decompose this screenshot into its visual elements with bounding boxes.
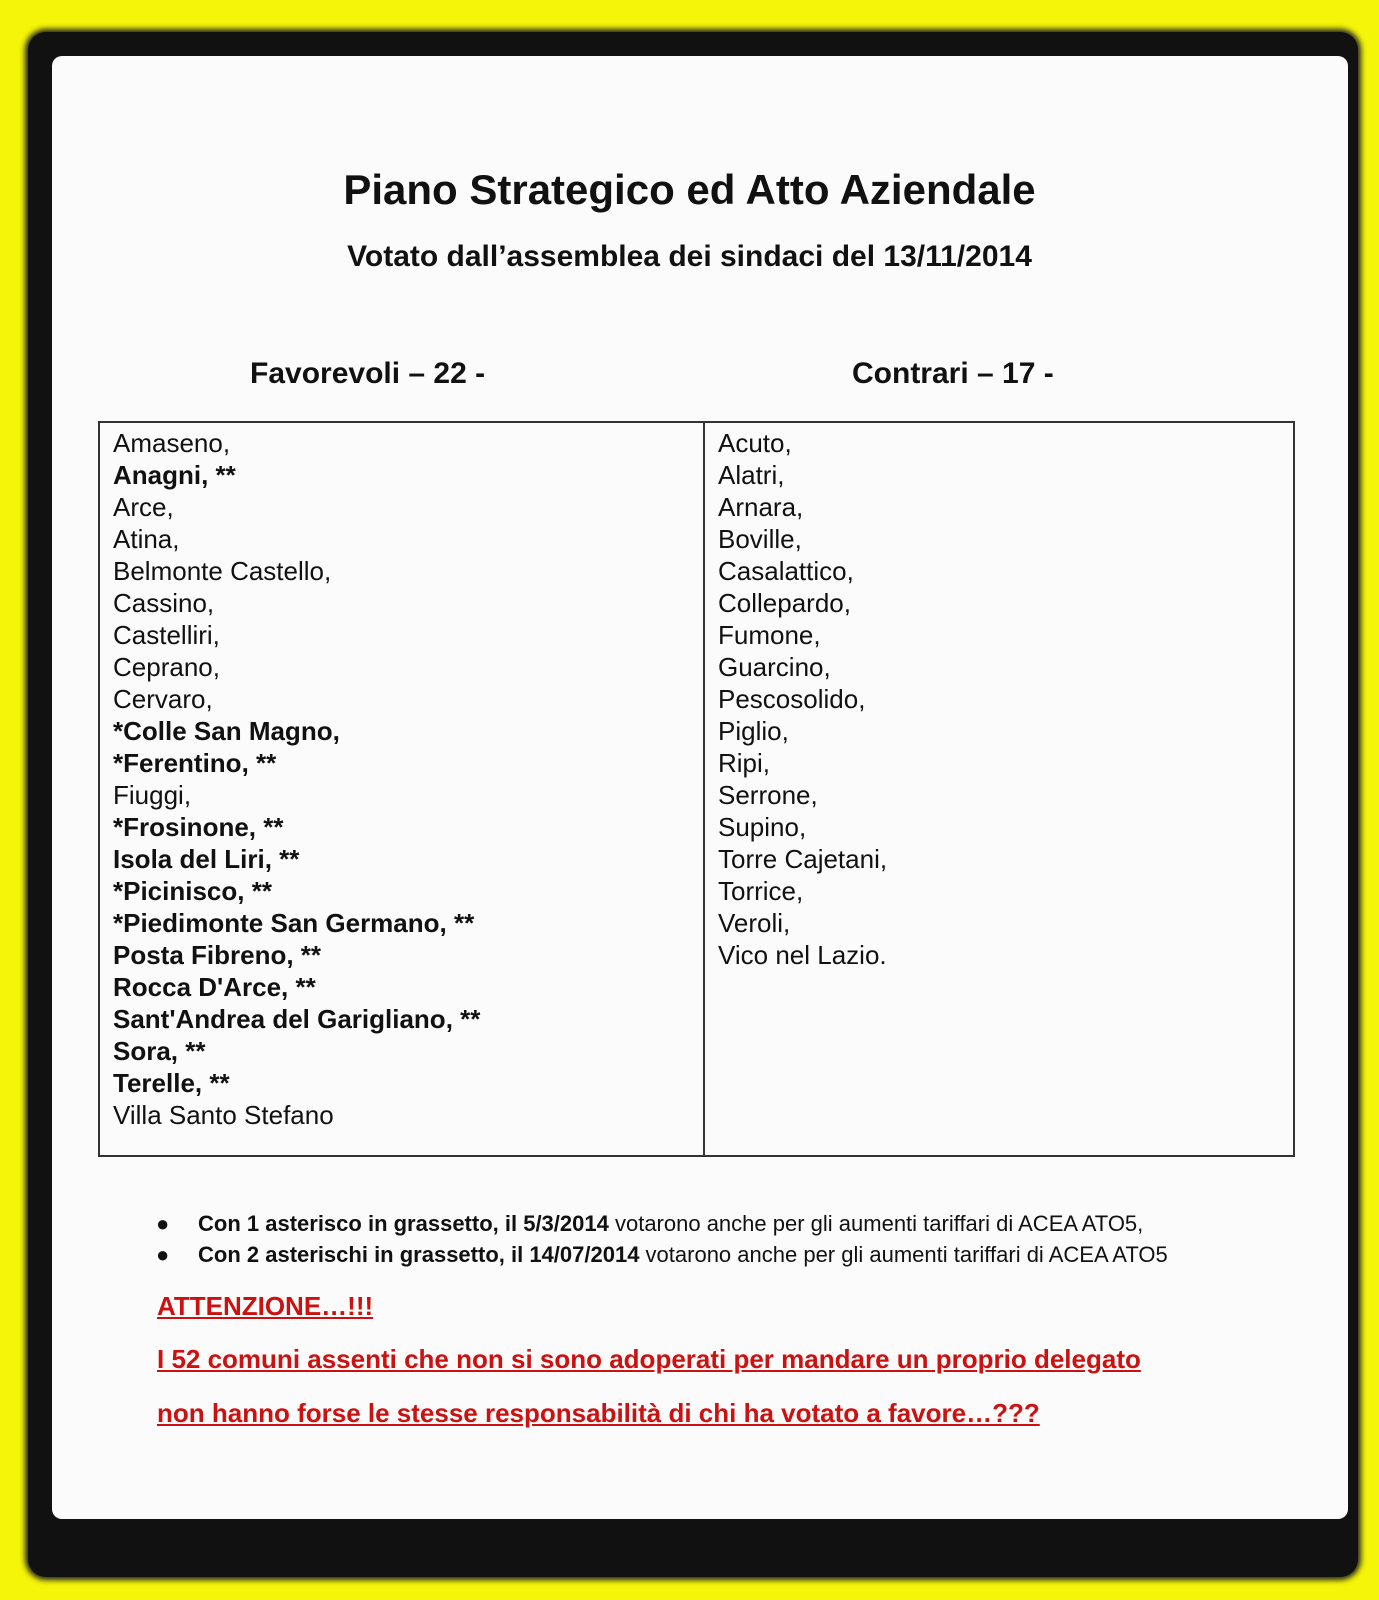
favorevoli-entry: Terelle, **: [113, 1068, 230, 1098]
document-subtitle: Votato dall’assemblea dei sindaci del 13/11/2014: [347, 240, 1032, 273]
contrari-entry: Collepardo,: [718, 588, 851, 618]
contrari-entry: Vico nel Lazio.: [718, 940, 887, 970]
favorevoli-entry: *Ferentino, **: [113, 748, 277, 778]
note-bold: Con 2 asterischi in grassetto, il 14/07/2014: [198, 1242, 640, 1267]
favorevoli-entry: Cervaro,: [113, 684, 213, 714]
contrari-entry: Supino,: [718, 812, 807, 842]
favorevoli-entry: Castelliri,: [113, 620, 220, 650]
favorevoli-entry: Sora, **: [113, 1036, 206, 1066]
vote-table: [98, 421, 1295, 1157]
note-item: [150, 1239, 1168, 1270]
favorevoli-entry: Rocca D'Arce, **: [113, 972, 316, 1002]
contrari-entry: Boville,: [718, 524, 802, 554]
contrari-entry: Pescosolido,: [718, 684, 866, 714]
note-item: [150, 1208, 1168, 1239]
bullet-icon: ●: [156, 1242, 170, 1267]
bullet-icon: ●: [156, 1211, 170, 1236]
warning-line-2: non hanno forse le stesse responsabilità di chi ha votato a favore…???: [157, 1398, 1040, 1428]
note-text: votarono anche per gli aumenti tariffari di ACEA ATO5: [639, 1242, 1168, 1267]
favorevoli-entry: Atina,: [113, 524, 180, 554]
contrari-entry: Serrone,: [718, 780, 818, 810]
favorevoli-entry: Cassino,: [113, 588, 215, 618]
favorevoli-entry: Ceprano,: [113, 652, 220, 682]
favorevoli-entry: *Picinisco, **: [113, 876, 272, 906]
favorevoli-header: Favorevoli – 22 -: [250, 357, 486, 390]
favorevoli-entry: *Piedimonte San Germano, **: [113, 908, 475, 938]
contrari-entry: Casalattico,: [718, 556, 854, 586]
favorevoli-column: [100, 423, 705, 1155]
contrari-entry: Arnara,: [718, 492, 804, 522]
favorevoli-entry: Villa Santo Stefano: [113, 1100, 334, 1130]
contrari-entry: Torre Cajetani,: [718, 844, 888, 874]
contrari-entry: Torrice,: [718, 876, 804, 906]
contrari-entry: Guarcino,: [718, 652, 831, 682]
note-bold: Con 1 asterisco in grassetto, il 5/3/2014: [198, 1211, 609, 1236]
notes-list: [150, 1208, 1168, 1270]
contrari-entry: Acuto,: [718, 428, 792, 458]
warning-line-1: I 52 comuni assenti che non si sono adoperati per mandare un proprio delegato: [157, 1344, 1141, 1374]
favorevoli-entry: *Frosinone, **: [113, 812, 284, 842]
contrari-column: [705, 423, 1293, 1155]
favorevoli-entry: *Colle San Magno,: [113, 716, 340, 746]
favorevoli-entry: Isola del Liri, **: [113, 844, 300, 874]
contrari-entry: Piglio,: [718, 716, 789, 746]
favorevoli-entry: Fiuggi,: [113, 780, 192, 810]
favorevoli-entry: Posta Fibreno, **: [113, 940, 322, 970]
contrari-entry: Ripi,: [718, 748, 771, 778]
contrari-header: Contrari – 17 -: [852, 357, 1054, 390]
favorevoli-entry: Sant'Andrea del Garigliano, **: [113, 1004, 481, 1034]
contrari-entry: Veroli,: [718, 908, 791, 938]
contrari-entry: Fumone,: [718, 620, 821, 650]
document-title: Piano Strategico ed Atto Aziendale: [343, 166, 1036, 213]
favorevoli-entry: Amaseno,: [113, 428, 231, 458]
favorevoli-entry: Arce,: [113, 492, 174, 522]
favorevoli-entry: Anagni, **: [113, 460, 236, 490]
favorevoli-entry: Belmonte Castello,: [113, 556, 332, 586]
note-text: votarono anche per gli aumenti tariffari di ACEA ATO5,: [608, 1211, 1144, 1236]
warning-title: ATTENZIONE…!!!: [157, 1291, 374, 1321]
contrari-entry: Alatri,: [718, 460, 785, 490]
